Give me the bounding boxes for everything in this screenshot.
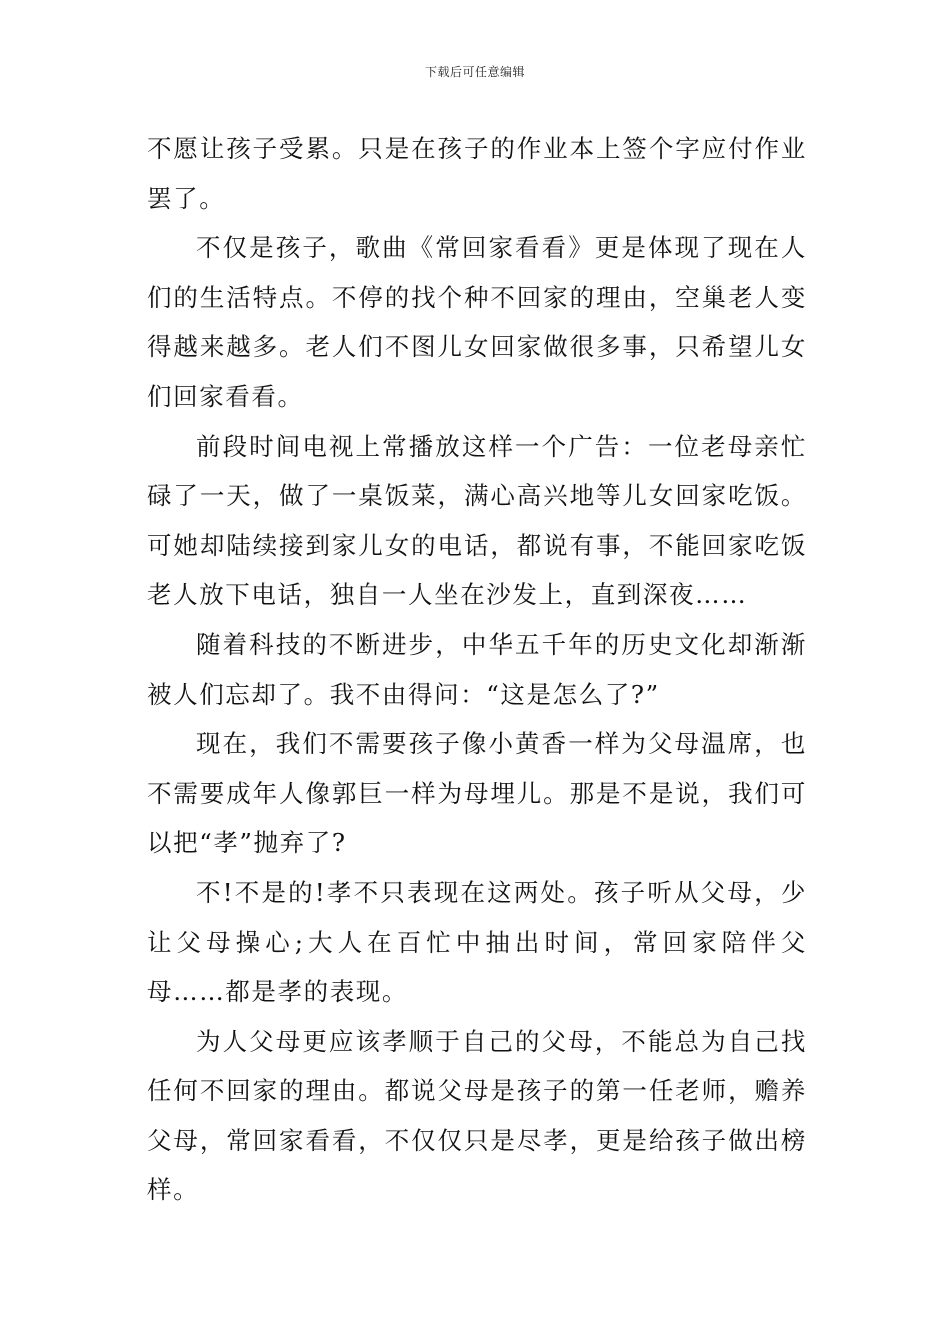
paragraph-7: 为人父母更应该孝顺于自己的父母，不能总为自己找任何不回家的理由。都说父母是孩子的第一任老师，赡养父母，常回家看看，不仅仅只是尽孝，更是给孩子做出榜样。	[147, 1026, 807, 1205]
paragraph-1: 不愿让孩子受累。只是在孩子的作业本上签个字应付作业罢了。	[147, 134, 807, 213]
document-body	[147, 124, 807, 1215]
paragraph-5: 现在，我们不需要孩子像小黄香一样为父母温席，也不需要成年人像郭巨一样为母埋儿。那是不是说，我们可以把“孝”抛弃了?	[147, 729, 807, 858]
page-header: 下载后可任意编辑	[424, 65, 525, 79]
paragraph-2: 不仅是孩子，歌曲《常回家看看》更是体现了现在人们的生活特点。不停的找个种不回家的理由，空巢老人变得越来越多。老人们不图儿女回家做很多事，只希望儿女们回家看看。	[147, 233, 807, 411]
paragraph-4: 随着科技的不断进步，中华五千年的历史文化却渐渐被人们忘却了。我不由得问：“这是怎么了?”	[147, 629, 807, 709]
paragraph-6: 不!不是的!孝不只表现在这两处。孩子听从父母，少让父母操心;大人在百忙中抽出时间，常回家陪伴父母……都是孝的表现。	[147, 877, 807, 1007]
paragraph-3: 前段时间电视上常播放这样一个广告：一位老母亲忙碌了一天，做了一桌饭菜，满心高兴地等儿女回家吃饭。可她却陆续接到家儿女的电话，都说有事，不能回家吃饭老人放下电话，独自一人坐在沙发上，直到深夜……	[147, 431, 807, 610]
